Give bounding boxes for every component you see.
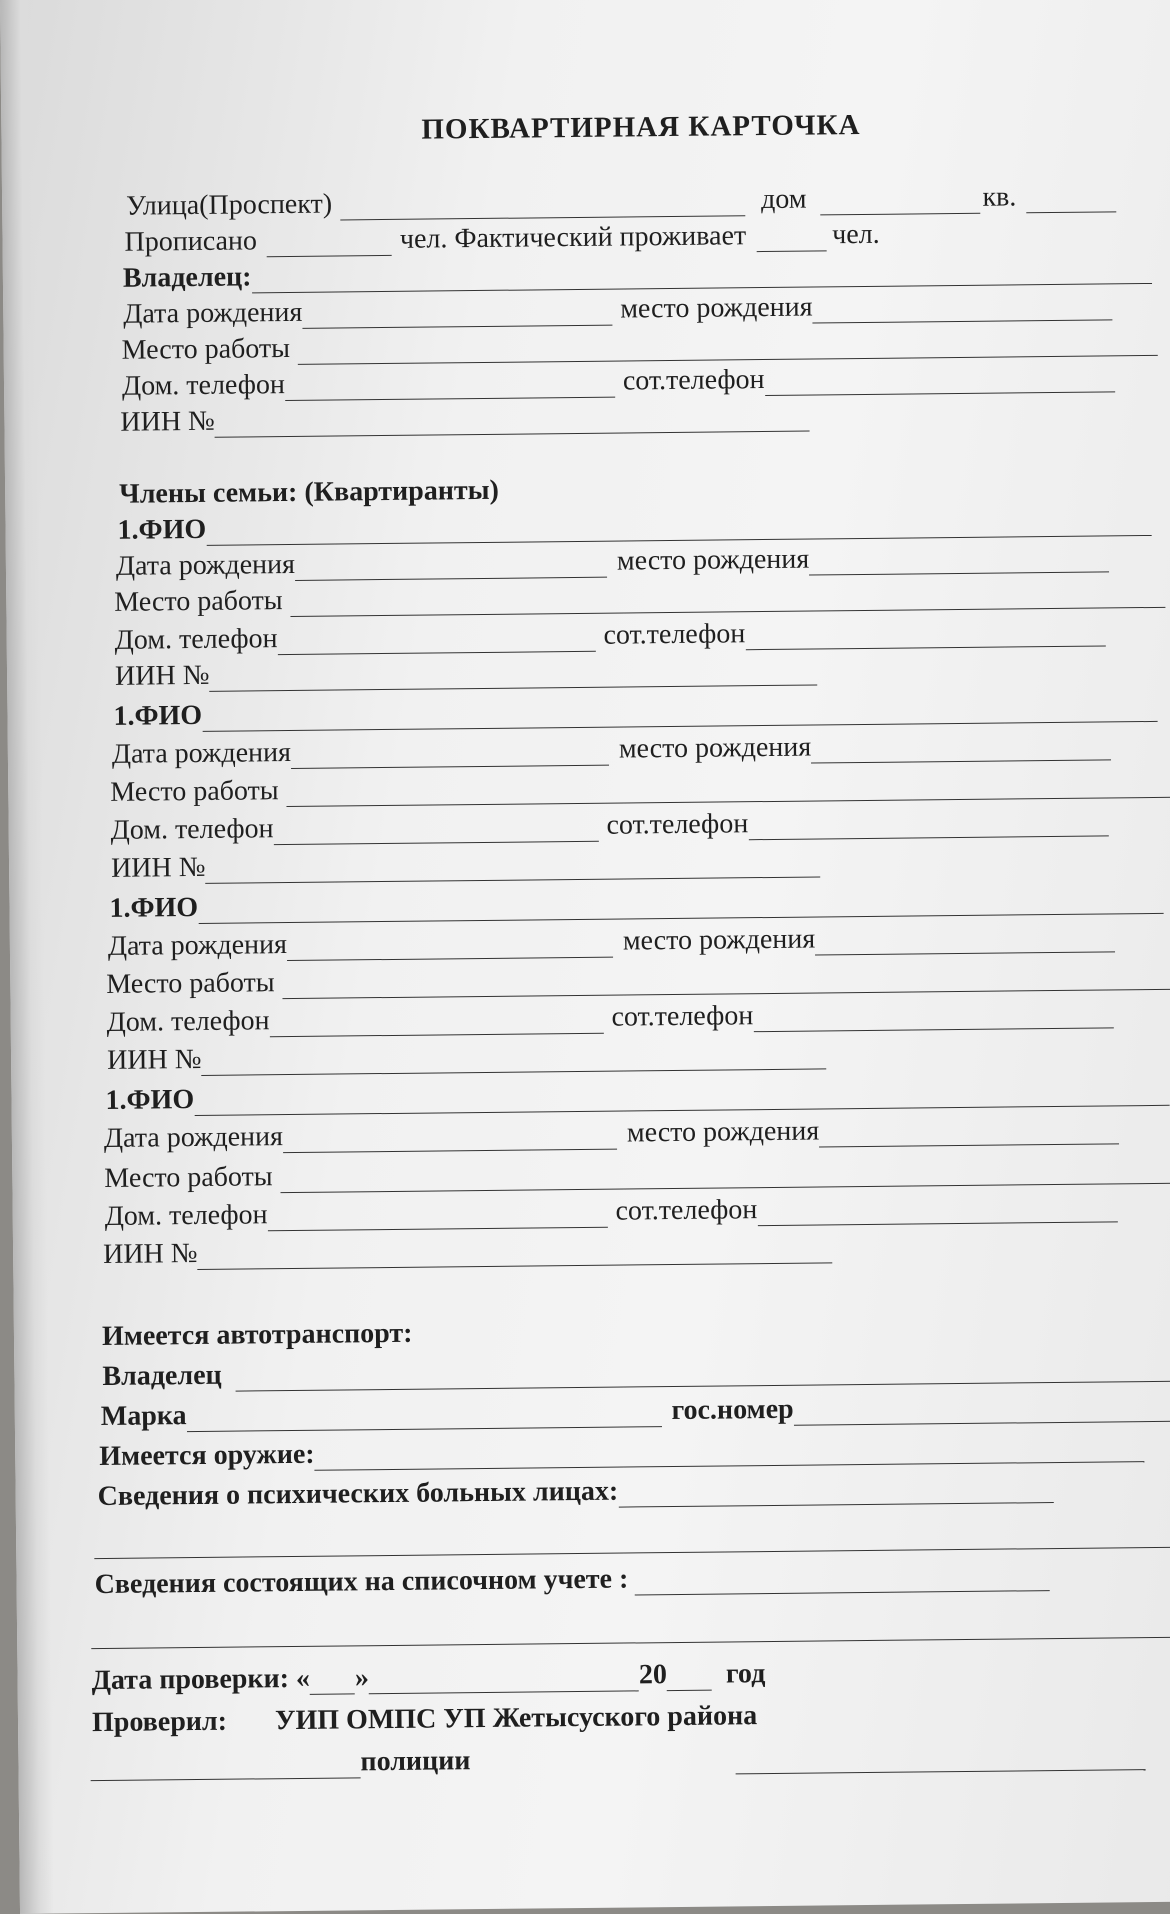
vehicle-heading: Имеется автотранспорт:: [101, 1317, 413, 1353]
owner-cell-phone-label: сот.телефон: [622, 364, 765, 397]
family-heading: Члены семьи: (Квартиранты): [119, 474, 500, 510]
member-iin-field[interactable]: [205, 850, 820, 883]
member-birth-date-label: Дата рождения: [111, 736, 292, 770]
registry-field[interactable]: [634, 1564, 1049, 1595]
street-label: Улица(Проспект): [126, 188, 333, 222]
check-day-field[interactable]: [310, 1667, 355, 1694]
member-birth-place-label: место рождения: [626, 1115, 820, 1149]
member-work-label: Место работы: [114, 585, 283, 618]
member-birth-place-label: место рождения: [618, 731, 812, 765]
owner-birth-date-field[interactable]: [302, 299, 612, 329]
member-iin-row: [107, 1035, 827, 1077]
member-cell-phone-field[interactable]: [748, 809, 1108, 840]
vehicle-brand-row: [101, 1388, 1170, 1433]
checked-by-row: [92, 1698, 757, 1739]
member-birth-place-label: место рождения: [622, 923, 816, 957]
member-birth-row: [108, 918, 1116, 963]
member-work-field[interactable]: [291, 581, 1166, 617]
checked-by-dept2: полиции: [360, 1745, 471, 1778]
member-phone-row: [111, 802, 1109, 846]
checked-by-label: Проверил:: [91, 1705, 228, 1739]
member-birth-date-label: Дата рождения: [115, 548, 296, 582]
member-work-field[interactable]: [286, 771, 1170, 807]
member-home-phone-field[interactable]: [267, 1201, 607, 1232]
mental-label: Сведения о психических больных лицах:: [97, 1475, 619, 1513]
owner-iin-row: [120, 398, 810, 439]
apt-field[interactable]: [1026, 185, 1116, 213]
checker-signature-field[interactable]: [735, 1743, 1145, 1774]
member-home-phone-field[interactable]: [277, 625, 595, 655]
apt-label: кв.: [982, 181, 1017, 213]
member-iin-field[interactable]: [197, 1236, 832, 1270]
member-birth-date-field[interactable]: [295, 551, 607, 581]
mental-field-continued[interactable]: [94, 1521, 1170, 1560]
member-cell-phone-label: сот.телефон: [606, 808, 749, 841]
weapon-field[interactable]: [315, 1435, 1145, 1471]
residing-field[interactable]: [756, 224, 826, 252]
member-cell-phone-field[interactable]: [745, 619, 1105, 650]
member-work-row: [106, 956, 1170, 1001]
member-iin-field[interactable]: [201, 1042, 826, 1076]
member-cell-phone-field[interactable]: [757, 1195, 1117, 1226]
owner-label: Владелец:: [122, 261, 252, 294]
member-work-field[interactable]: [281, 1157, 1170, 1193]
member-birth-date-field[interactable]: [283, 1123, 617, 1153]
member-iin-label: ИИН №: [106, 1043, 202, 1076]
member-fio-row: [113, 688, 1157, 733]
member-fio-label: 1.ФИО: [105, 1084, 195, 1116]
residing-label: чел. Фактический проживает: [399, 220, 747, 255]
vehicle-plate-field[interactable]: [794, 1395, 1170, 1426]
checker-name-field[interactable]: [90, 1751, 360, 1781]
mental-row-continued: [94, 1514, 1170, 1560]
member-birth-date-field[interactable]: [287, 931, 613, 961]
member-fio-label: 1.ФИО: [113, 699, 203, 732]
member-birth-date-label: Дата рождения: [103, 1121, 284, 1154]
vehicle-owner-field[interactable]: [236, 1355, 1170, 1392]
owner-birth-date-label: Дата рождения: [123, 296, 303, 330]
house-field[interactable]: [820, 187, 980, 216]
vehicle-brand-field[interactable]: [186, 1400, 661, 1432]
checked-by-dept: УИП ОМПС УП Жетысуского района: [274, 1700, 758, 1737]
mental-row: [97, 1469, 1053, 1513]
member-iin-row: [103, 1229, 833, 1271]
check-date-row: [91, 1656, 765, 1697]
member-phone-row: [107, 994, 1114, 1039]
member-birth-row: [104, 1110, 1120, 1155]
member-iin-label: ИИН №: [110, 851, 206, 884]
registered-field[interactable]: [267, 229, 392, 257]
owner-home-phone-label: Дом. телефон: [121, 369, 286, 402]
checked-by-signature-row: [90, 1736, 1145, 1781]
weapon-row: [99, 1428, 1145, 1473]
owner-iin-field[interactable]: [215, 405, 810, 438]
registered-row: [124, 217, 879, 259]
registry-field-continued[interactable]: [91, 1611, 1170, 1650]
member-iin-row: [111, 843, 821, 884]
check-date-label: Дата проверки: «: [91, 1662, 311, 1697]
member-birth-place-field[interactable]: [819, 1117, 1119, 1147]
member-phone-row: [105, 1188, 1118, 1233]
member-phone-row: [115, 612, 1106, 656]
member-home-phone-label: Дом. телефон: [110, 813, 274, 846]
house-label: дом: [760, 183, 807, 216]
member-fio-label: 1.ФИО: [117, 513, 207, 546]
member-work-row: [110, 764, 1170, 809]
registered-label: Прописано: [124, 225, 258, 258]
vehicle-owner-row: [102, 1348, 1170, 1393]
check-date-close: »: [354, 1662, 370, 1694]
address-row: [126, 178, 1116, 222]
member-home-phone-label: Дом. телефон: [104, 1199, 268, 1232]
vehicle-plate-label: гос.номер: [671, 1393, 794, 1427]
page-shadow: [0, 0, 54, 1914]
registry-label: Сведения состоящих на списочном учете :: [94, 1563, 629, 1601]
check-month-field[interactable]: [369, 1664, 639, 1694]
vehicle-heading-row: [102, 1316, 413, 1353]
owner-iin-label: ИИН №: [120, 405, 215, 438]
member-iin-field[interactable]: [209, 658, 817, 691]
registry-row: [94, 1557, 1049, 1601]
member-work-row: [104, 1150, 1170, 1195]
member-birth-date-label: Дата рождения: [107, 929, 288, 962]
owner-cell-phone-field[interactable]: [764, 365, 1114, 396]
family-heading-row: [119, 473, 499, 511]
owner-home-phone-field[interactable]: [285, 371, 615, 401]
member-birth-row: [112, 726, 1112, 770]
member-iin-label: ИИН №: [114, 659, 210, 692]
member-cell-phone-label: сот.телефон: [611, 1000, 754, 1033]
member-home-phone-field[interactable]: [269, 1007, 603, 1037]
vehicle-owner-label: Владелец: [102, 1359, 222, 1393]
member-cell-phone-field[interactable]: [753, 1001, 1113, 1032]
check-year-label: год: [725, 1658, 766, 1690]
member-fio-row: [105, 1072, 1169, 1117]
persons-label: чел.: [831, 218, 880, 251]
member-fio-row: [109, 880, 1163, 925]
member-work-label: Место работы: [110, 775, 279, 808]
member-work-label: Место работы: [104, 1161, 273, 1194]
member-birth-place-field[interactable]: [809, 545, 1109, 575]
mental-field[interactable]: [618, 1476, 1053, 1508]
member-cell-phone-label: сот.телефон: [615, 1194, 758, 1227]
weapon-label: Имеется оружие:: [99, 1438, 315, 1473]
member-work-field[interactable]: [283, 963, 1170, 999]
member-home-phone-field[interactable]: [273, 815, 598, 845]
owner-birth-place-label: место рождения: [620, 291, 813, 325]
member-fio-label: 1.ФИО: [109, 891, 199, 924]
vehicle-brand-label: Марка: [100, 1400, 187, 1433]
registry-row-continued: [91, 1604, 1170, 1650]
member-iin-row: [115, 651, 818, 692]
member-iin-label: ИИН №: [102, 1238, 198, 1270]
member-birth-place-label: место рождения: [616, 543, 810, 577]
owner-work-label: Место работы: [121, 332, 291, 366]
check-year-prefix: 20: [638, 1659, 668, 1691]
check-year-field[interactable]: [667, 1664, 712, 1691]
member-work-label: Место работы: [106, 967, 275, 1000]
street-field[interactable]: [340, 189, 745, 220]
member-fio-field[interactable]: [202, 695, 1157, 732]
member-home-phone-label: Дом. телефон: [106, 1005, 270, 1038]
member-birth-place-field[interactable]: [811, 733, 1111, 763]
member-birth-place-field[interactable]: [815, 925, 1115, 955]
member-home-phone-label: Дом. телефон: [114, 623, 278, 656]
member-cell-phone-label: сот.телефон: [603, 618, 746, 651]
member-birth-date-field[interactable]: [291, 739, 609, 769]
owner-birth-place-field[interactable]: [812, 293, 1112, 323]
form-title: ПОКВАРТИРНАЯ КАРТОЧКА: [421, 108, 861, 146]
